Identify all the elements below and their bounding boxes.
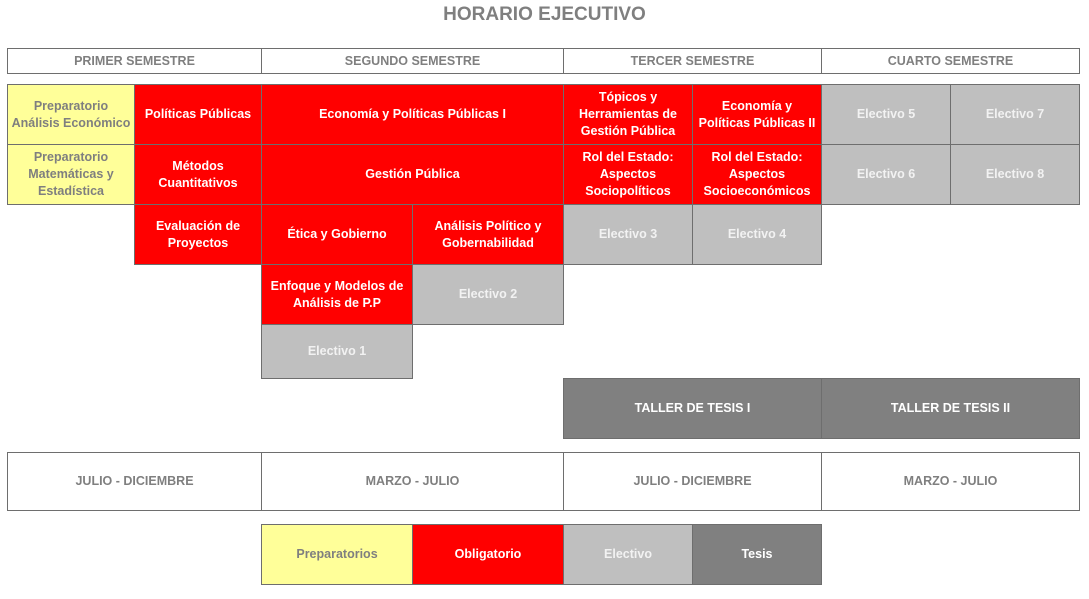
semester-header-3: TERCER SEMESTRE [563, 48, 822, 74]
course-politicas-publicas: Políticas Públicas [134, 84, 262, 145]
course-electivo-7: Electivo 7 [950, 84, 1080, 145]
course-electivo-2: Electivo 2 [412, 264, 564, 325]
course-economia-1: Economía y Políticas Públicas I [261, 84, 564, 145]
period-1: JULIO - DICIEMBRE [7, 452, 262, 511]
course-metodos: Métodos Cuantitativos [134, 144, 262, 205]
period-3: JULIO - DICIEMBRE [563, 452, 822, 511]
course-gestion-publica: Gestión Pública [261, 144, 564, 205]
course-tesis-2: TALLER DE TESIS II [821, 378, 1080, 439]
legend-tesis: Tesis [692, 524, 822, 585]
legend-electivo: Electivo [563, 524, 693, 585]
legend-obligatorio: Obligatorio [412, 524, 564, 585]
course-etica: Ética y Gobierno [261, 204, 413, 265]
period-4: MARZO - JULIO [821, 452, 1080, 511]
course-electivo-6: Electivo 6 [821, 144, 951, 205]
course-tesis-1: TALLER DE TESIS I [563, 378, 822, 439]
semester-header-4: CUARTO SEMESTRE [821, 48, 1080, 74]
page-title: HORARIO EJECUTIVO [443, 4, 646, 25]
course-rol-socioeconomicos: Rol del Estado: Aspectos Socioeconómicos [692, 144, 822, 205]
period-2: MARZO - JULIO [261, 452, 564, 511]
course-economia-2: Economía y Políticas Públicas II [692, 84, 822, 145]
course-electivo-1: Electivo 1 [261, 324, 413, 379]
semester-header-1: PRIMER SEMESTRE [7, 48, 262, 74]
course-electivo-3: Electivo 3 [563, 204, 693, 265]
course-prep-analisis: Preparatorio Análisis Económico [7, 84, 135, 145]
course-prep-mate: Preparatorio Matemáticas y Estadística [7, 144, 135, 205]
course-enfoque: Enfoque y Modelos de Análisis de P.P [261, 264, 413, 325]
course-rol-sociopoliticos: Rol del Estado: Aspectos Sociopolíticos [563, 144, 693, 205]
course-evaluacion: Evaluación de Proyectos [134, 204, 262, 265]
course-electivo-4: Electivo 4 [692, 204, 822, 265]
legend-preparatorios: Preparatorios [261, 524, 413, 585]
course-electivo-5: Electivo 5 [821, 84, 951, 145]
semester-header-2: SEGUNDO SEMESTRE [261, 48, 564, 74]
course-topicos: Tópicos y Herramientas de Gestión Pública [563, 84, 693, 145]
course-electivo-8: Electivo 8 [950, 144, 1080, 205]
course-analisis-politico: Análisis Político y Gobernabilidad [412, 204, 564, 265]
